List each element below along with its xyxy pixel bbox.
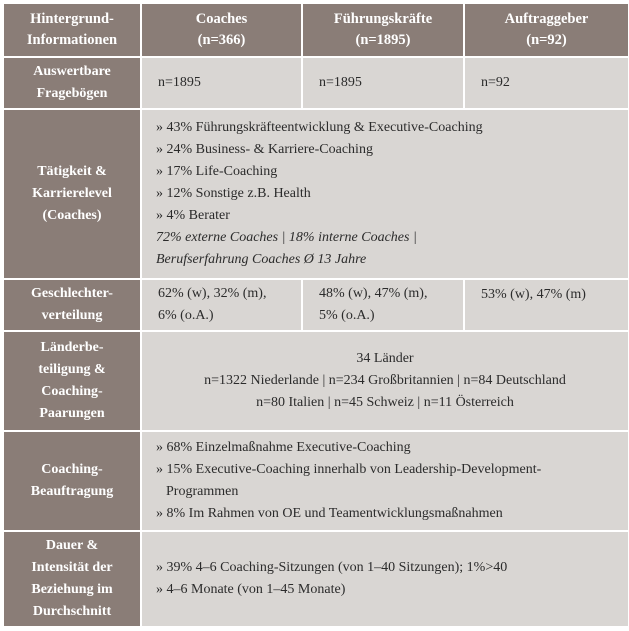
header-fuehrungskraefte [302,3,464,57]
dauer-label-line2: Intensität der [31,560,113,575]
header-col0-line1: Hintergrund- [30,11,114,27]
row-taetigkeit [3,109,629,279]
coaching-background-table [2,2,629,628]
fragebogen-label-line2: Fragebögen [36,86,108,101]
dauer-bullet: » 4–6 Monate (von 1–45 Monate) [156,582,346,597]
row-label-geschlecht [3,279,141,331]
row-fragebogen [3,57,629,109]
taetigkeit-bullet: » 12% Sonstige z.B. Health [156,186,311,201]
beauftragung-bullet: » 8% Im Rahmen von OE und Teamentwicklungsmaßnahmen [156,506,503,521]
header-col0-line2: Informationen [26,32,118,48]
header-col3-line2: (n=92) [526,32,567,48]
beauftragung-content [141,431,629,531]
row-label-fragebogen [3,57,141,109]
laender-label-line1: Länderbe- [40,340,104,355]
header-col2-line2: (n=1895) [355,32,411,48]
taetigkeit-label-line3: (Coaches) [42,208,102,223]
geschlecht-label-line2: verteilung [41,308,103,323]
geschlecht-fuehrungskraefte [302,279,464,331]
laender-label-line4: Paarungen [39,406,105,421]
row-label-laender [3,331,141,431]
row-label-taetigkeit [3,109,141,279]
header-auftraggeber [464,3,629,57]
laender-label-line2: teiligung & [38,362,106,377]
fragebogen-fuehrungskraefte: n=1895 [302,57,464,109]
row-geschlecht [3,279,629,331]
geschlecht-auftraggeber: 53% (w), 47% (m) [464,279,629,331]
taetigkeit-content [141,109,629,279]
taetigkeit-bullet: » 24% Business- & Karriere-Coaching [156,142,373,157]
geschlecht-fk-line2: 5% (o.A.) [319,308,375,323]
geschlecht-coaches [141,279,302,331]
header-col2-line1: Führungskräfte [333,11,433,27]
row-dauer [3,531,629,627]
beauftragung-bullet: » 68% Einzelmaßnahme Executive-Coaching [156,440,411,455]
laender-content [141,331,629,431]
row-label-beauftragung [3,431,141,531]
beauftragung-bullet: » 15% Executive-Coaching innerhalb von Leadership-Development-Programmen [156,462,542,499]
taetigkeit-label-line1: Tätigkeit & [37,164,107,179]
dauer-bullet: » 39% 4–6 Coaching-Sitzungen (von 1–40 Sitzungen); 1%>40 [156,560,508,575]
header-col1-line2: (n=366) [197,32,246,48]
beauftragung-label-line2: Beauftragung [30,484,114,499]
header-col3-line1: Auftraggeber [504,11,589,27]
header-row [3,3,629,57]
laender-line: n=1322 Niederlande | n=234 Großbritannien | n=84 Deutschland [204,373,566,388]
fragebogen-label-line1: Auswertbare [33,64,111,79]
taetigkeit-bullet: » 17% Life-Coaching [156,164,278,179]
taetigkeit-bullet: » 43% Führungskräfteentwicklung & Executive-Coaching [156,120,483,135]
header-coaches [141,3,302,57]
row-beauftragung [3,431,629,531]
beauftragung-label-line1: Coaching- [41,462,103,477]
row-label-dauer [3,531,141,627]
dauer-label-line1: Dauer & [45,538,99,553]
taetigkeit-bullet: » 4% Berater [156,208,230,223]
dauer-label-line3: Beziehung im [31,582,113,597]
dauer-label-line4: Durchschnitt [32,604,112,619]
taetigkeit-note-line1: 72% externe Coaches | 18% interne Coaches | [156,230,417,245]
laender-line: 34 Länder [356,351,414,366]
geschlecht-coaches-line1: 62% (w), 32% (m), [158,286,267,301]
laender-label-line3: Coaching- [41,384,103,399]
geschlecht-fk-line1: 48% (w), 47% (m), [319,286,428,301]
laender-line: n=80 Italien | n=45 Schweiz | n=11 Österreich [256,395,514,410]
geschlecht-coaches-line2: 6% (o.A.) [158,308,214,323]
geschlecht-label-line1: Geschlechter- [31,286,113,301]
dauer-content [141,531,629,627]
fragebogen-coaches: n=1895 [141,57,302,109]
header-background-info [3,3,141,57]
row-laender [3,331,629,431]
taetigkeit-note-line2: Berufserfahrung Coaches Ø 13 Jahre [156,252,367,267]
taetigkeit-label-line2: Karrierelevel [32,186,112,201]
header-col1-line1: Coaches [195,11,248,27]
fragebogen-auftraggeber: n=92 [464,57,629,109]
